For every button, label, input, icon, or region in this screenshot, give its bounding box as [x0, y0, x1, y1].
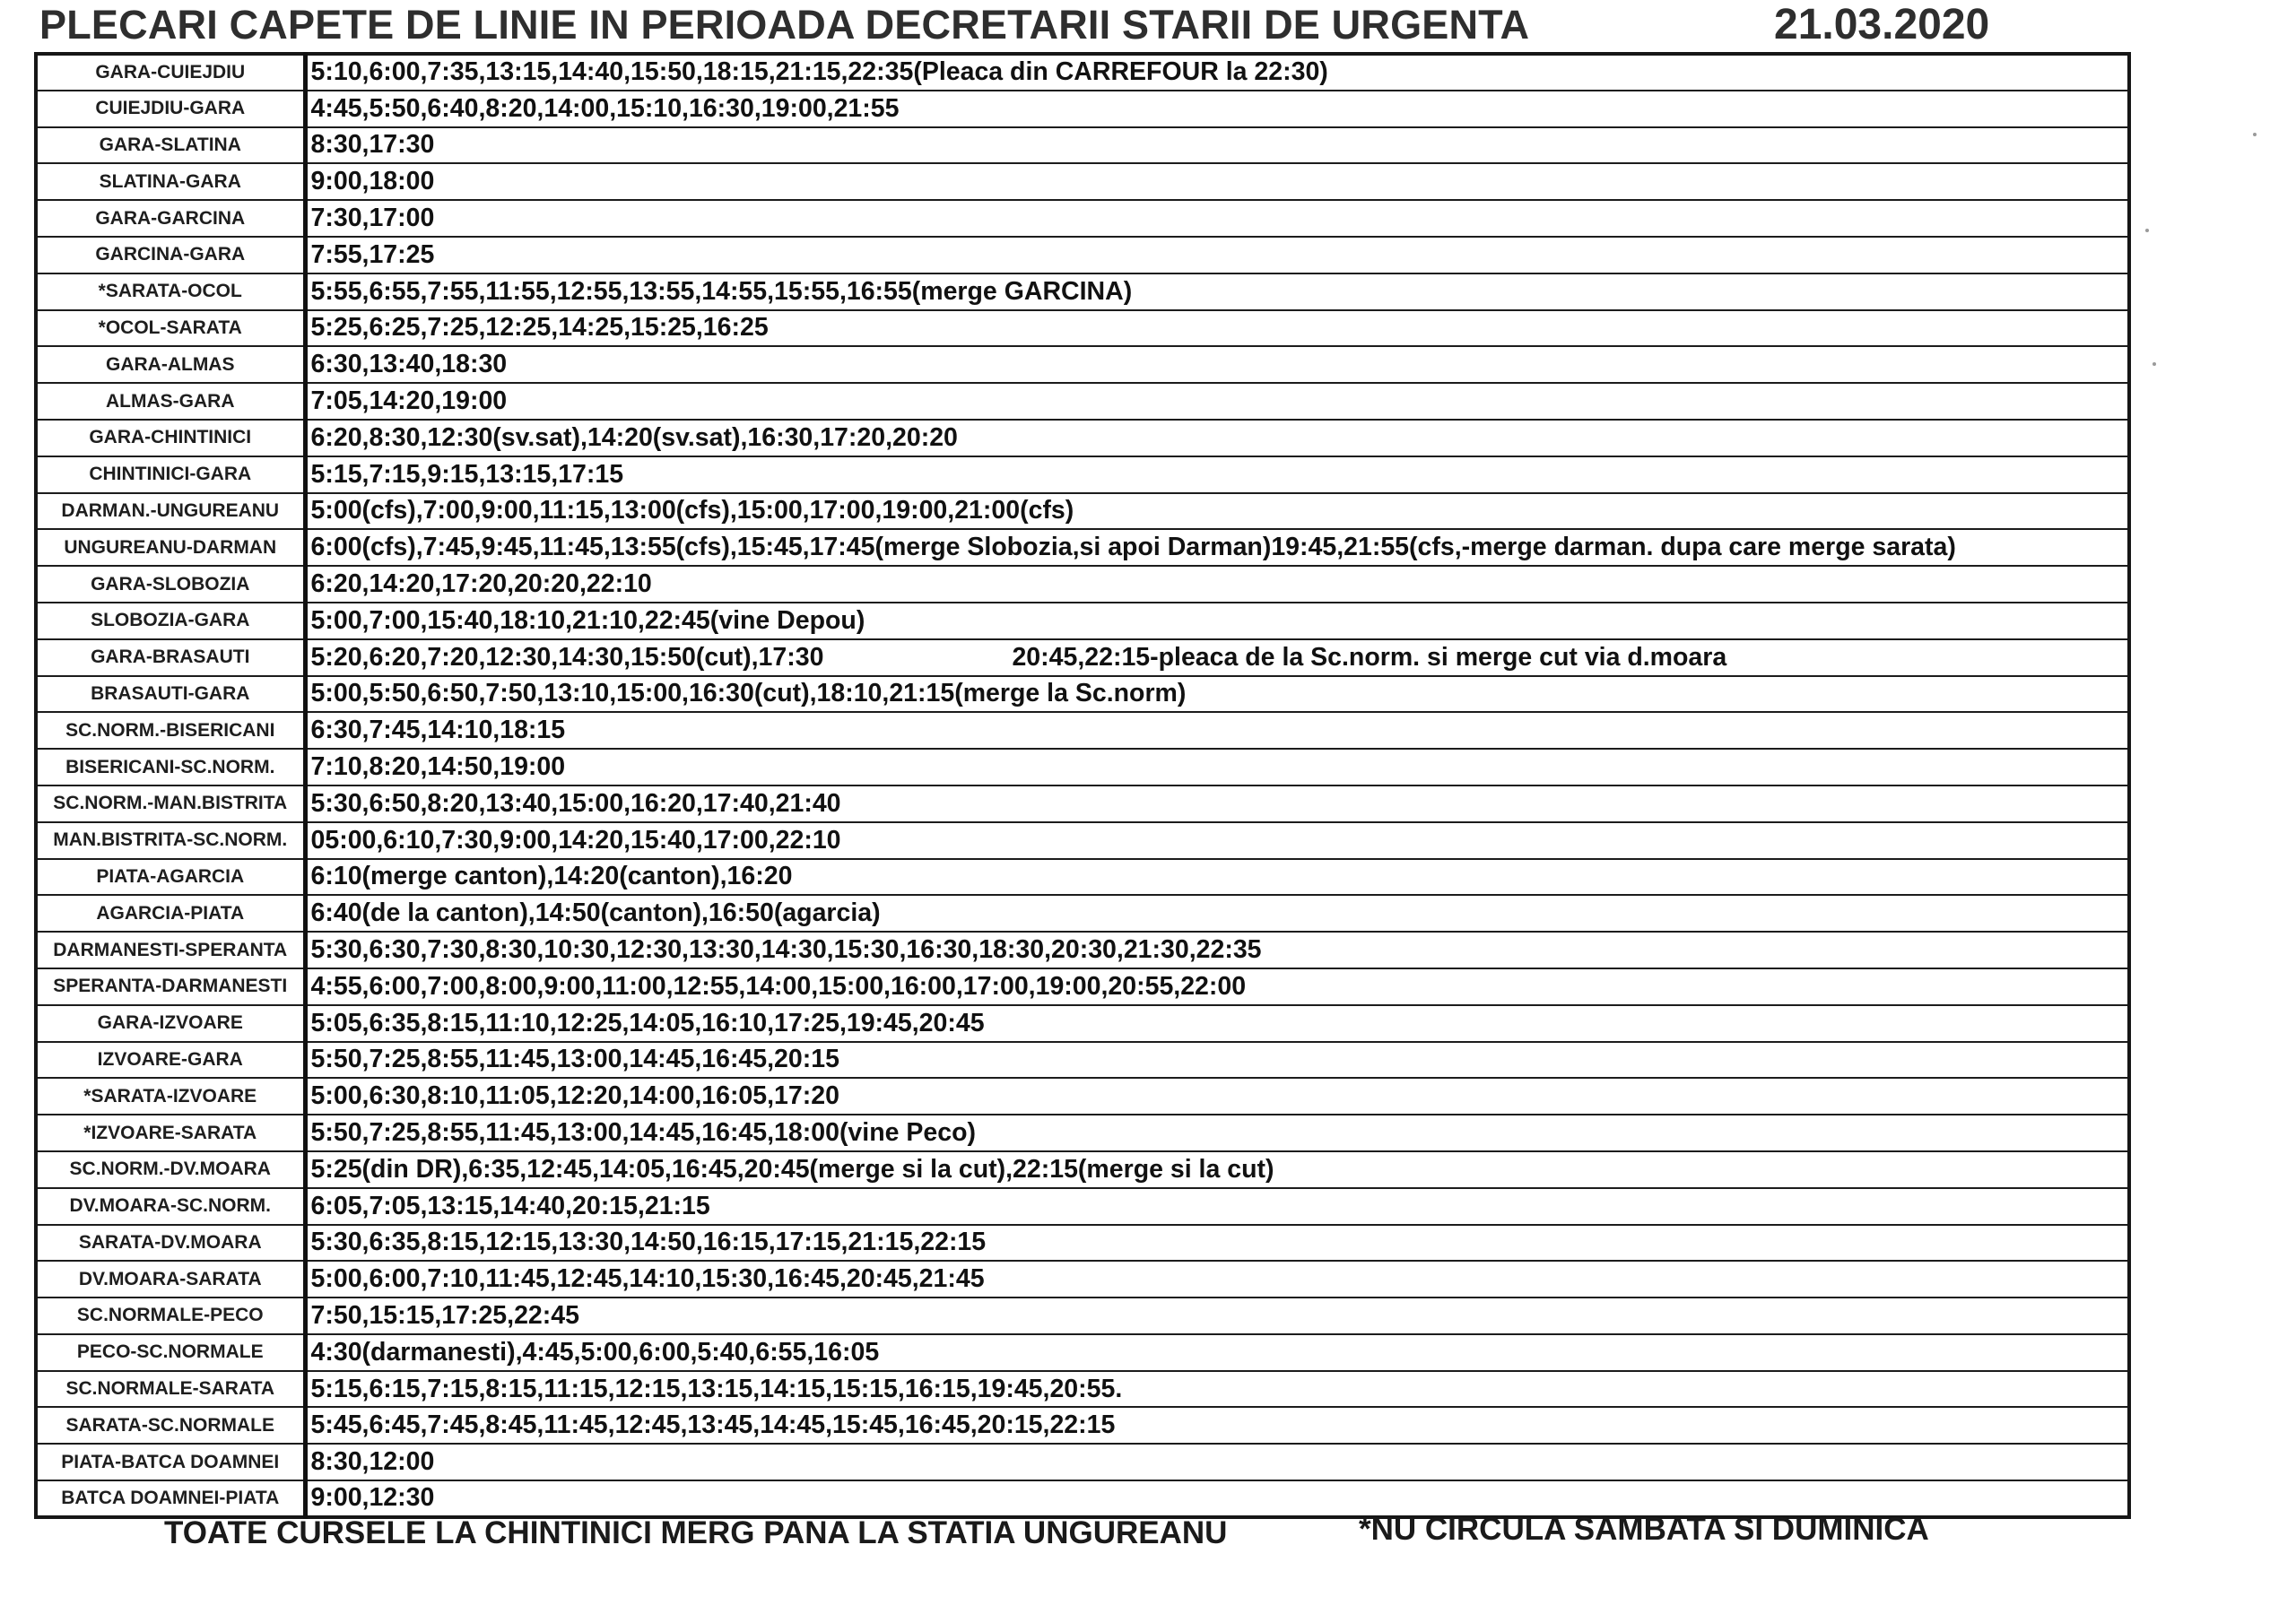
- table-row: [36, 1005, 2129, 1042]
- times-cell: [305, 968, 2129, 1005]
- table-row: [36, 1334, 2129, 1371]
- route-cell: PIATA-BATCA DOAMNEI: [36, 1444, 305, 1480]
- table-row: [36, 310, 2129, 347]
- route-cell: SC.NORMALE-PECO: [36, 1298, 305, 1334]
- departure-times: 6:05,7:05,13:15,14:40,20:15,21:15: [310, 1191, 710, 1220]
- route-cell: MAN.BISTRITA-SC.NORM.: [36, 822, 305, 859]
- times-cell: [305, 200, 2129, 237]
- departure-times: 8:30,17:30: [310, 130, 435, 160]
- times-cell: [305, 273, 2129, 310]
- times-cell: [305, 529, 2129, 566]
- route-cell: SC.NORM.-MAN.BISTRITA: [36, 785, 305, 822]
- times-cell: [305, 310, 2129, 347]
- table-row: [36, 1115, 2129, 1151]
- times-cell: [305, 1334, 2129, 1371]
- times-cell: [305, 346, 2129, 383]
- table-row: [36, 749, 2129, 785]
- table-row: [36, 785, 2129, 822]
- route-cell: GARA-IZVOARE: [36, 1005, 305, 1042]
- route-cell: SARATA-SC.NORMALE: [36, 1407, 305, 1444]
- route-cell: DV.MOARA-SC.NORM.: [36, 1188, 305, 1225]
- route-cell: SPERANTA-DARMANESTI: [36, 968, 305, 1005]
- times-cell: [305, 1261, 2129, 1298]
- table-row: [36, 1042, 2129, 1079]
- scan-speck: [2253, 133, 2257, 136]
- times-cell: [305, 1444, 2129, 1480]
- route-cell: GARCINA-GARA: [36, 237, 305, 273]
- table-row: [36, 566, 2129, 603]
- footer-note-chintinici: TOATE CURSELE LA CHINTINICI MERG PANA LA STATIA UNGUREANU: [164, 1515, 1228, 1550]
- table-row: [36, 676, 2129, 713]
- departure-times: 6:20,8:30,12:30(sv.sat),14:20(sv.sat),16:30,17:20,20:20: [310, 422, 958, 452]
- departure-times: 4:30(darmanesti),4:45,5:00,6:00,5:40,6:55,16:05: [310, 1337, 880, 1367]
- table-row: [36, 1261, 2129, 1298]
- route-cell: SLOBOZIA-GARA: [36, 603, 305, 639]
- departure-times: 9:00,18:00: [310, 167, 435, 196]
- departure-times: 5:45,6:45,7:45,8:45,11:45,12:45,13:45,14:45,15:45,16:45,20:15,22:15: [310, 1410, 1116, 1440]
- table-row: [36, 603, 2129, 639]
- footer-note-weekend: *NU CIRCULA SAMBATA SI DUMINICA: [1359, 1512, 1929, 1547]
- route-cell: BRASAUTI-GARA: [36, 676, 305, 713]
- times-cell: [305, 603, 2129, 639]
- times-cell: [305, 91, 2129, 127]
- times-cell: [305, 1298, 2129, 1334]
- departure-times: 5:20,6:20,7:20,12:30,14:30,15:50(cut),17:30: [310, 642, 824, 672]
- departure-times: 7:50,15:15,17:25,22:45: [310, 1300, 579, 1330]
- table-row: [36, 456, 2129, 493]
- table-row: [36, 822, 2129, 859]
- times-cell: [305, 420, 2129, 456]
- table-row: [36, 1188, 2129, 1225]
- table-row: [36, 1407, 2129, 1444]
- times-cell: [305, 639, 2129, 676]
- departure-times: 6:30,13:40,18:30: [310, 350, 508, 379]
- table-row: [36, 163, 2129, 200]
- table-row: [36, 493, 2129, 530]
- route-cell: *OCOL-SARATA: [36, 310, 305, 347]
- departure-times: 4:55,6:00,7:00,8:00,9:00,11:00,12:55,14:00,15:00,16:00,17:00,19:00,20:55,22:00: [310, 971, 1247, 1001]
- table-row: [36, 1444, 2129, 1480]
- departure-times: 6:20,14:20,17:20,20:20,22:10: [310, 569, 652, 599]
- document-title: PLECARI CAPETE DE LINIE IN PERIOADA DECRETARII STARII DE URGENTA: [39, 2, 1530, 48]
- route-cell: *IZVOARE-SARATA: [36, 1115, 305, 1151]
- departure-times: 5:25(din DR),6:35,12:45,14:05,16:45,20:45(merge si la cut),22:15(merge si la cut): [310, 1154, 1274, 1184]
- departure-times: 6:10(merge canton),14:20(canton),16:20: [310, 862, 793, 891]
- document-date: 21.03.2020: [1774, 1, 1990, 48]
- table-row: [36, 273, 2129, 310]
- table-row: [36, 712, 2129, 749]
- route-cell: DARMAN.-UNGUREANU: [36, 493, 305, 530]
- table-row: [36, 346, 2129, 383]
- times-cell: [305, 1225, 2129, 1262]
- document-header: [34, 0, 2133, 50]
- times-cell: [305, 1151, 2129, 1188]
- route-cell: GARA-ALMAS: [36, 346, 305, 383]
- times-cell: [305, 1115, 2129, 1151]
- departure-times: 9:00,12:30: [310, 1483, 435, 1513]
- departure-times: 5:30,6:30,7:30,8:30,10:30,12:30,13:30,14:30,15:30,16:30,18:30,20:30,21:30,22:35: [310, 935, 1262, 965]
- departure-times: 7:30,17:00: [310, 204, 435, 233]
- times-cell: [305, 712, 2129, 749]
- route-cell: GARA-CHINTINICI: [36, 420, 305, 456]
- table-row: [36, 1078, 2129, 1115]
- document-footer: [0, 1512, 2296, 1560]
- times-cell: [305, 1005, 2129, 1042]
- times-cell: [305, 1371, 2129, 1408]
- route-cell: IZVOARE-GARA: [36, 1042, 305, 1079]
- times-cell: [305, 822, 2129, 859]
- departure-times: 6:40(de la canton),14:50(canton),16:50(agarcia): [310, 898, 881, 928]
- times-cell: [305, 1078, 2129, 1115]
- departure-times: 5:00(cfs),7:00,9:00,11:15,13:00(cfs),15:00,17:00,19:00,21:00(cfs): [310, 496, 1074, 525]
- times-cell: [305, 1188, 2129, 1225]
- route-cell: GARA-SLOBOZIA: [36, 566, 305, 603]
- departure-times: 5:55,6:55,7:55,11:55,12:55,13:55,14:55,15:55,16:55(merge GARCINA): [310, 276, 1133, 306]
- departure-times: 5:50,7:25,8:55,11:45,13:00,14:45,16:45,20:15: [310, 1045, 839, 1074]
- departure-times: 4:45,5:50,6:40,8:20,14:00,15:10,16:30,19:00,21:55: [310, 93, 900, 123]
- route-cell: DARMANESTI-SPERANTA: [36, 932, 305, 968]
- departure-times: 5:10,6:00,7:35,13:15,14:40,15:50,18:15,21:15,22:35(Pleaca din CARREFOUR la 22:30): [310, 57, 1328, 87]
- table-row: [36, 1225, 2129, 1262]
- departure-times: 7:55,17:25: [310, 239, 435, 269]
- table-row: [36, 1371, 2129, 1408]
- route-cell: GARA-SLATINA: [36, 127, 305, 164]
- route-cell: GARA-CUIEJDIU: [36, 54, 305, 91]
- times-cell: [305, 676, 2129, 713]
- times-cell: [305, 895, 2129, 932]
- times-cell: [305, 493, 2129, 530]
- table-row: [36, 383, 2129, 420]
- table-row: [36, 529, 2129, 566]
- times-cell: [305, 749, 2129, 785]
- table-row: [36, 54, 2129, 91]
- route-cell: CUIEJDIU-GARA: [36, 91, 305, 127]
- route-cell: SLATINA-GARA: [36, 163, 305, 200]
- departure-times: 5:05,6:35,8:15,11:10,12:25,14:05,16:10,17:25,19:45,20:45: [310, 1008, 985, 1037]
- route-cell: SC.NORM.-DV.MOARA: [36, 1151, 305, 1188]
- route-cell: PIATA-AGARCIA: [36, 859, 305, 896]
- departure-times: 7:05,14:20,19:00: [310, 386, 508, 416]
- table-row: [36, 859, 2129, 896]
- times-cell: [305, 127, 2129, 164]
- times-cell: [305, 566, 2129, 603]
- times-cell: [305, 163, 2129, 200]
- route-cell: BISERICANI-SC.NORM.: [36, 749, 305, 785]
- route-cell: SARATA-DV.MOARA: [36, 1225, 305, 1262]
- departure-times: 5:30,6:50,8:20,13:40,15:00,16:20,17:40,21:40: [310, 788, 841, 818]
- route-cell: AGARCIA-PIATA: [36, 895, 305, 932]
- times-cell: [305, 456, 2129, 493]
- route-cell: CHINTINICI-GARA: [36, 456, 305, 493]
- departure-times: 5:00,6:00,7:10,11:45,12:45,14:10,15:30,16:45,20:45,21:45: [310, 1264, 985, 1294]
- departure-times: 5:00,6:30,8:10,11:05,12:20,14:00,16:05,17:20: [310, 1081, 839, 1111]
- table-row: [36, 895, 2129, 932]
- scan-speck: [2145, 229, 2149, 232]
- table-row: [36, 639, 2129, 676]
- departure-times: 5:00,7:00,15:40,18:10,21:10,22:45(vine Depou): [310, 605, 865, 635]
- times-cell: [305, 237, 2129, 273]
- times-cell: [305, 1042, 2129, 1079]
- departure-times: 7:10,8:20,14:50,19:00: [310, 752, 566, 782]
- route-cell: SC.NORM.-BISERICANI: [36, 712, 305, 749]
- table-row: [36, 932, 2129, 968]
- schedule-table: [34, 52, 2131, 1519]
- table-row: [36, 968, 2129, 1005]
- route-cell: DV.MOARA-SARATA: [36, 1261, 305, 1298]
- times-cell: [305, 932, 2129, 968]
- route-cell: GARA-BRASAUTI: [36, 639, 305, 676]
- times-cell: [305, 54, 2129, 91]
- table-row: [36, 1151, 2129, 1188]
- route-cell: *SARATA-OCOL: [36, 273, 305, 310]
- route-cell: ALMAS-GARA: [36, 383, 305, 420]
- route-cell: PECO-SC.NORMALE: [36, 1334, 305, 1371]
- departure-times: 5:00,5:50,6:50,7:50,13:10,15:00,16:30(cut),18:10,21:15(merge la Sc.norm): [310, 679, 1187, 708]
- departure-times: 05:00,6:10,7:30,9:00,14:20,15:40,17:00,22:10: [310, 825, 841, 855]
- departure-times: 6:30,7:45,14:10,18:15: [310, 716, 566, 745]
- route-cell: BATCA DOAMNEI-PIATA: [36, 1480, 305, 1517]
- table-row: [36, 237, 2129, 273]
- departure-times: 5:30,6:35,8:15,12:15,13:30,14:50,16:15,17:15,21:15,22:15: [310, 1228, 987, 1257]
- table-row: [36, 127, 2129, 164]
- route-cell: GARA-GARCINA: [36, 200, 305, 237]
- route-cell: *SARATA-IZVOARE: [36, 1078, 305, 1115]
- departure-times: 5:15,6:15,7:15,8:15,11:15,12:15,13:15,14:15,15:15,16:15,19:45,20:55.: [310, 1374, 1123, 1403]
- table-row: [36, 91, 2129, 127]
- scan-speck: [2152, 362, 2156, 366]
- times-cell: [305, 859, 2129, 896]
- table-row: [36, 200, 2129, 237]
- times-cell: [305, 1407, 2129, 1444]
- times-cell: [305, 785, 2129, 822]
- schedule-body: [36, 54, 2129, 1517]
- departure-times: 5:15,7:15,9:15,13:15,17:15: [310, 459, 624, 489]
- extra-departures: 20:45,22:15-pleaca de la Sc.norm. si merge cut via d.moara: [1012, 642, 1727, 672]
- departure-times: 8:30,12:00: [310, 1447, 435, 1477]
- departure-times: 5:50,7:25,8:55,11:45,13:00,14:45,16:45,18:00(vine Peco): [310, 1118, 976, 1147]
- table-row: [36, 1298, 2129, 1334]
- route-cell: SC.NORMALE-SARATA: [36, 1371, 305, 1408]
- table-row: [36, 420, 2129, 456]
- times-cell: [305, 383, 2129, 420]
- route-cell: UNGUREANU-DARMAN: [36, 529, 305, 566]
- departure-times: 5:25,6:25,7:25,12:25,14:25,15:25,16:25: [310, 313, 769, 343]
- departure-times: 6:00(cfs),7:45,9:45,11:45,13:55(cfs),15:45,17:45(merge Slobozia,si apoi Darman)19:45,21:55(cfs,-merge darman. dupa care merge sarata): [310, 533, 1956, 562]
